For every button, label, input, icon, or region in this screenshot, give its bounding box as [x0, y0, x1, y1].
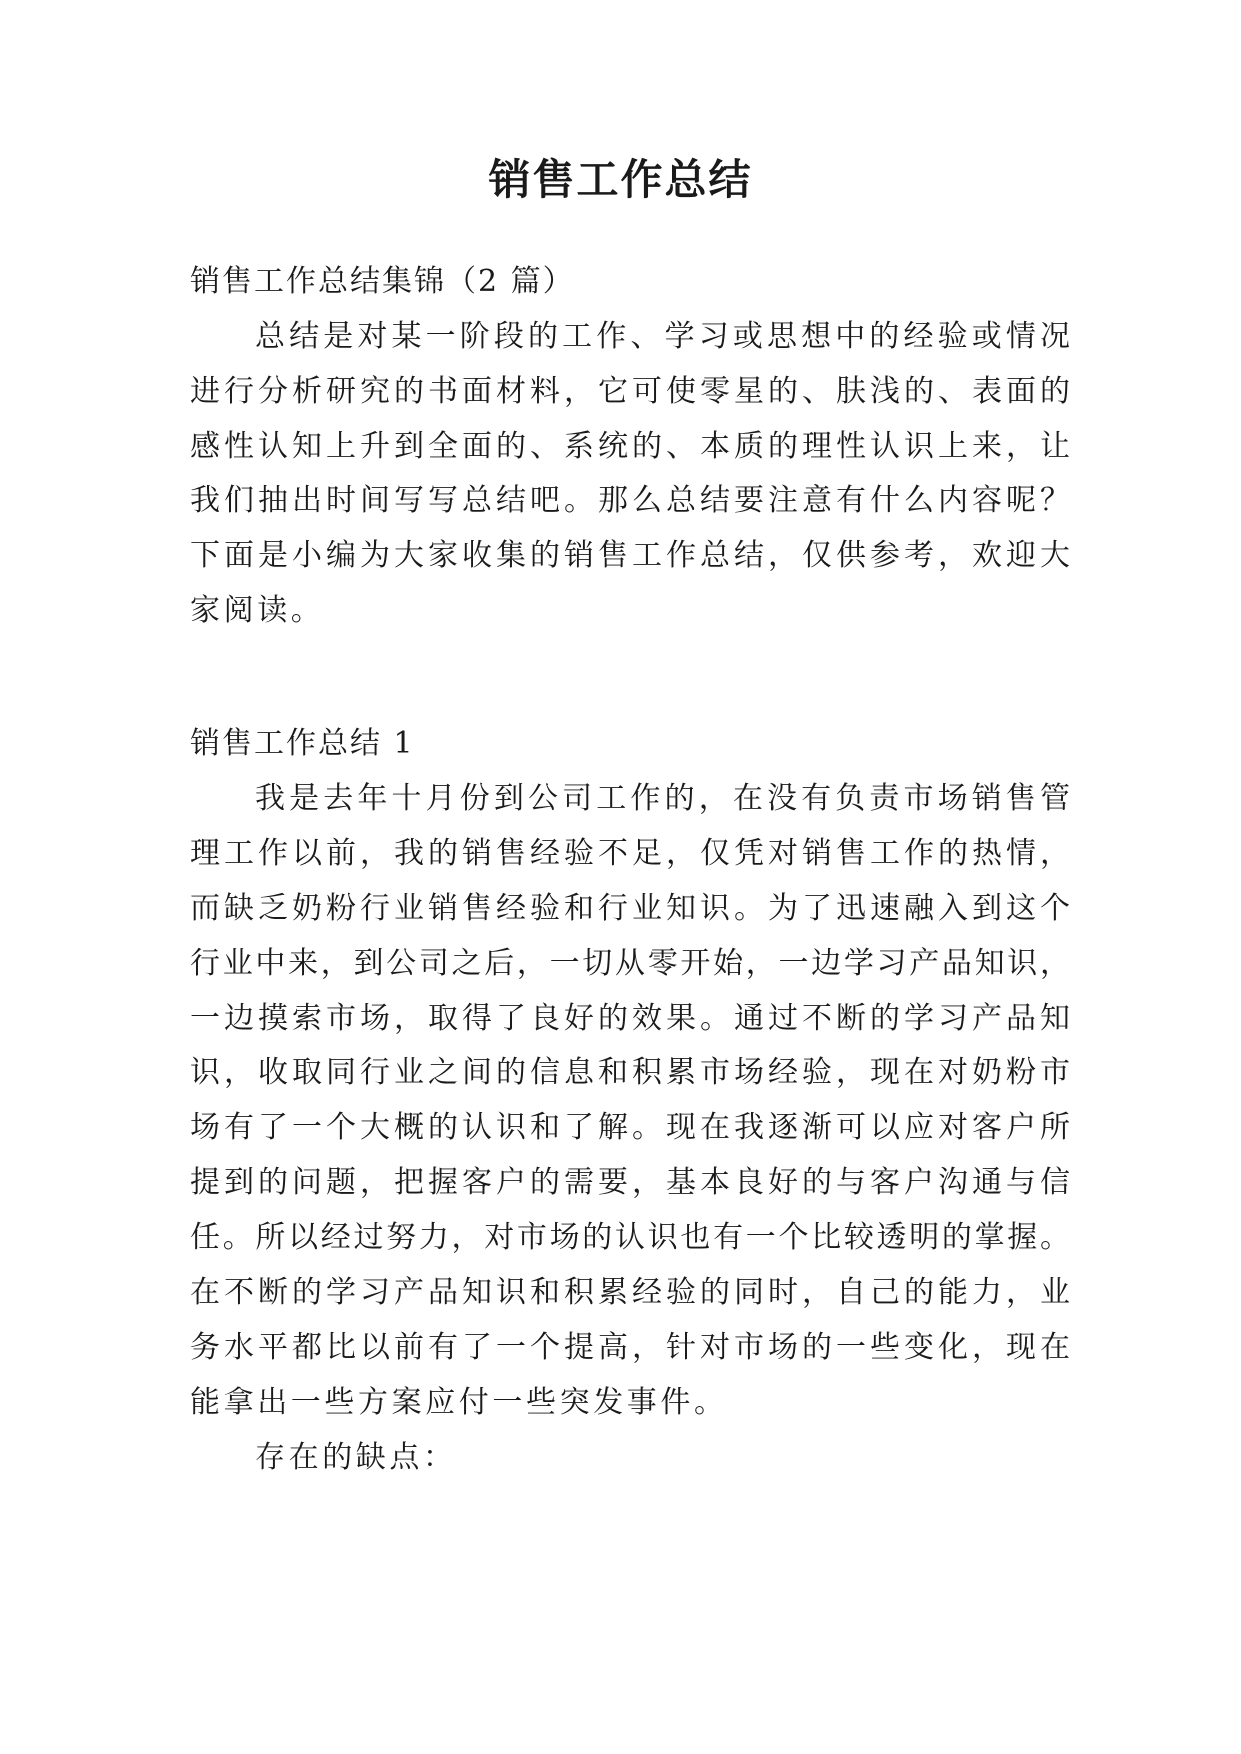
section-heading: 销售工作总结 1 [190, 726, 415, 761]
body-line: 任。所以经过努力，对市场的认识也有一个比较透明的掌握。 [190, 1220, 1070, 1255]
body-line: 行业中来，到公司之后，一切从零开始，一边学习产品知识， [190, 946, 1070, 981]
subheading: 存在的缺点： [255, 1440, 457, 1475]
body-line: 一边摸索市场，取得了良好的效果。通过不断的学习产品知 [190, 1001, 1070, 1036]
body-line: 我是去年十月份到公司工作的，在没有负责市场销售管 [255, 781, 1070, 816]
body-line: 理工作以前，我的销售经验不足，仅凭对销售工作的热情， [190, 836, 1070, 871]
document-title: 销售工作总结 [488, 155, 753, 204]
intro-line: 进行分析研究的书面材料，它可使零星的、肤浅的、表面的 [190, 374, 1070, 409]
body-line: 提到的问题，把握客户的需要，基本良好的与客户沟通与信 [190, 1165, 1070, 1200]
intro-line: 家阅读。 [190, 593, 325, 628]
body-line: 在不断的学习产品知识和积累经验的同时，自己的能力，业 [190, 1275, 1070, 1310]
body-line: 场有了一个大概的认识和了解。现在我逐渐可以应对客户所 [190, 1110, 1070, 1145]
intro-line: 我们抽出时间写写总结吧。那么总结要注意有什么内容呢？ [190, 483, 1070, 518]
body-line: 而缺乏奶粉行业销售经验和行业知识。为了迅速融入到这个 [190, 891, 1070, 926]
intro-line: 下面是小编为大家收集的销售工作总结，仅供参考，欢迎大 [190, 538, 1070, 573]
intro-line: 感性认知上升到全面的、系统的、本质的理性认识上来，让 [190, 429, 1070, 464]
intro-line: 总结是对某一阶段的工作、学习或思想中的经验或情况 [255, 319, 1070, 354]
intro-heading: 销售工作总结集锦（2 篇） [190, 264, 575, 299]
body-line: 能拿出一些方案应付一些突发事件。 [190, 1385, 728, 1420]
body-line: 识，收取同行业之间的信息和积累市场经验，现在对奶粉市 [190, 1055, 1070, 1090]
body-line: 务水平都比以前有了一个提高，针对市场的一些变化，现在 [190, 1330, 1070, 1365]
